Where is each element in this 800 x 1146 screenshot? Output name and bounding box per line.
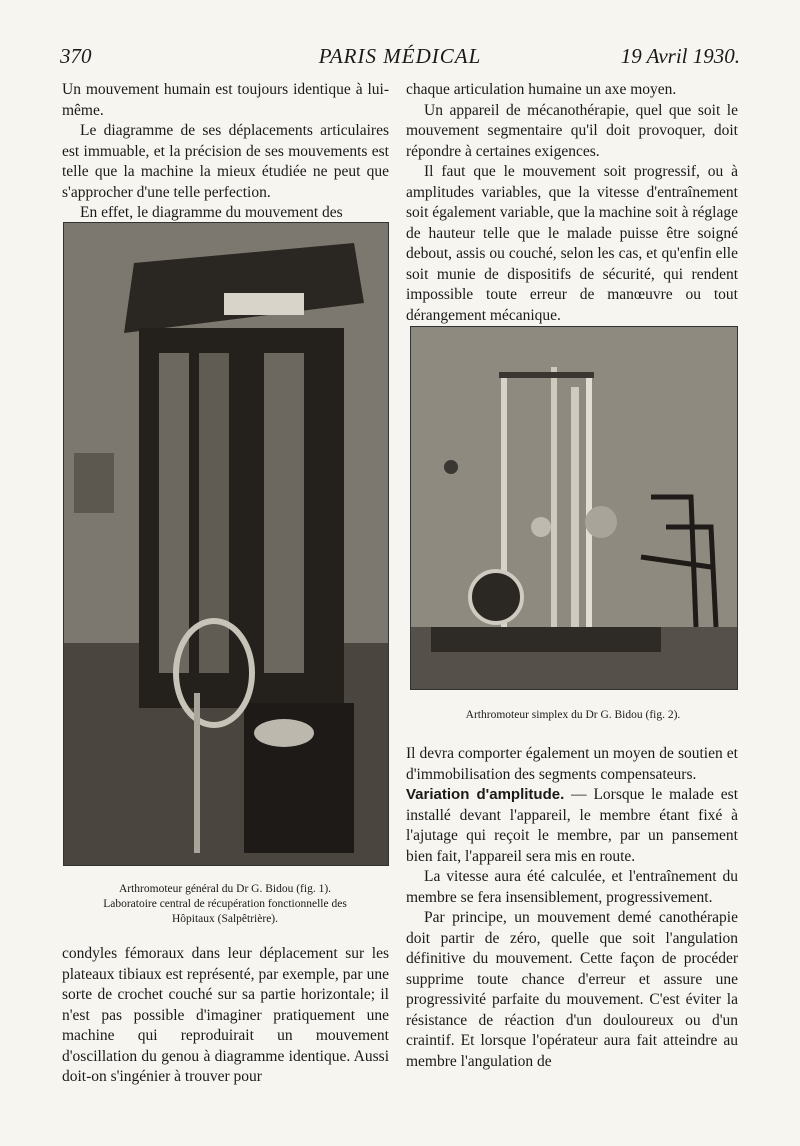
paragraph-text: — Lorsque le malade est installé devant l'appareil, le membre étant fixé à l'ajutage qui reçoit le membre, par un pansement bien fait, l'appareil sera mis en route. (406, 786, 738, 865)
paragraph: Le diagramme de ses déplacements articulaires est immuable, et la précision de ses mouvements est telle que la machine la mieux étudiée ne peut que s'approcher d'une telle perfection. (62, 122, 389, 201)
figure-1-photo (63, 222, 389, 866)
right-column-bottom (406, 744, 738, 1072)
arthromoteur-simplex-illustration (411, 327, 737, 689)
journal-title: PARIS MÉDICAL (318, 44, 482, 68)
right-column-top (406, 80, 738, 326)
issue-date: 19 Avril 1930. (620, 44, 740, 68)
caption-line: Hôpitaux (Salpêtrière). (171, 913, 278, 925)
left-column-bottom (62, 944, 389, 1088)
paragraph: Il devra comporter également un moyen de soutien et d'immobilisation des segments compensateurs. (406, 745, 738, 783)
paragraph: Par principe, un mouvement demé canothérapie doit partir de zéro, quelle que soit l'angulation définitive du mouvement. Cette façon de procéder supprime toute chance d'erreur et assure une progressivité parfaite du mouvement. C'est éviter la résistance de réaction d'un douloureux ou d'un craintif. Et lorsque l'opérateur aura fait atteindre au membre l'angulation de (406, 909, 738, 1070)
paragraph: La vitesse aura été calculée, et l'entraînement du membre se fera insensiblement, progressivement. (406, 868, 738, 906)
paragraph: chaque articulation humaine un axe moyen. (406, 81, 677, 98)
paragraph: En effet, le diagramme du mouvement des (80, 204, 343, 221)
section-heading: Variation d'amplitude. (406, 786, 565, 803)
paragraph: condyles fémoraux dans leur déplacement sur les plateaux tibiaux est représenté, par exemple, par une sorte de crochet couché sur sa partie horizontale; il n'est pas possible d'imaginer pratiquement une machine qui reproduirait un mouvement d'oscillation du genou à diagramme identique. Aussi doit-on s'ingénier à trouver pour (62, 945, 389, 1085)
figure-2-photo (410, 326, 738, 690)
left-column-top (62, 80, 389, 224)
paragraph: Un mouvement humain est toujours identique à lui-même. (62, 81, 389, 119)
page-header (60, 44, 740, 70)
figure-2-caption: Arthromoteur simplex du Dr G. Bidou (fig. 2). (465, 709, 681, 721)
caption-line: Arthromoteur général du Dr G. Bidou (fig. 1). (118, 883, 332, 895)
caption-line: Laboratoire central de récupération fonctionnelle des (103, 898, 347, 910)
page-number: 370 (60, 44, 92, 68)
paragraph: Il faut que le mouvement soit progressif, ou à amplitudes variables, que la vitesse d'entraînement soit également variable, que la machine soit à réglage de hauteur telle que le malade puisse être soigné debout, assis ou couché, selon les cas, et qu'enfin elle soit munie de dispositifs de sécurité, qui rendent impossible toute erreur de manœuvre ou tout dérangement mécanique. (406, 163, 738, 324)
arthromoteur-cabinet-illustration (64, 223, 388, 865)
paragraph: Un appareil de mécanothérapie, quel que soit le mouvement segmentaire qu'il doit provoquer, doit répondre à certaines exigences. (406, 101, 738, 160)
figure-1-caption (63, 882, 387, 927)
